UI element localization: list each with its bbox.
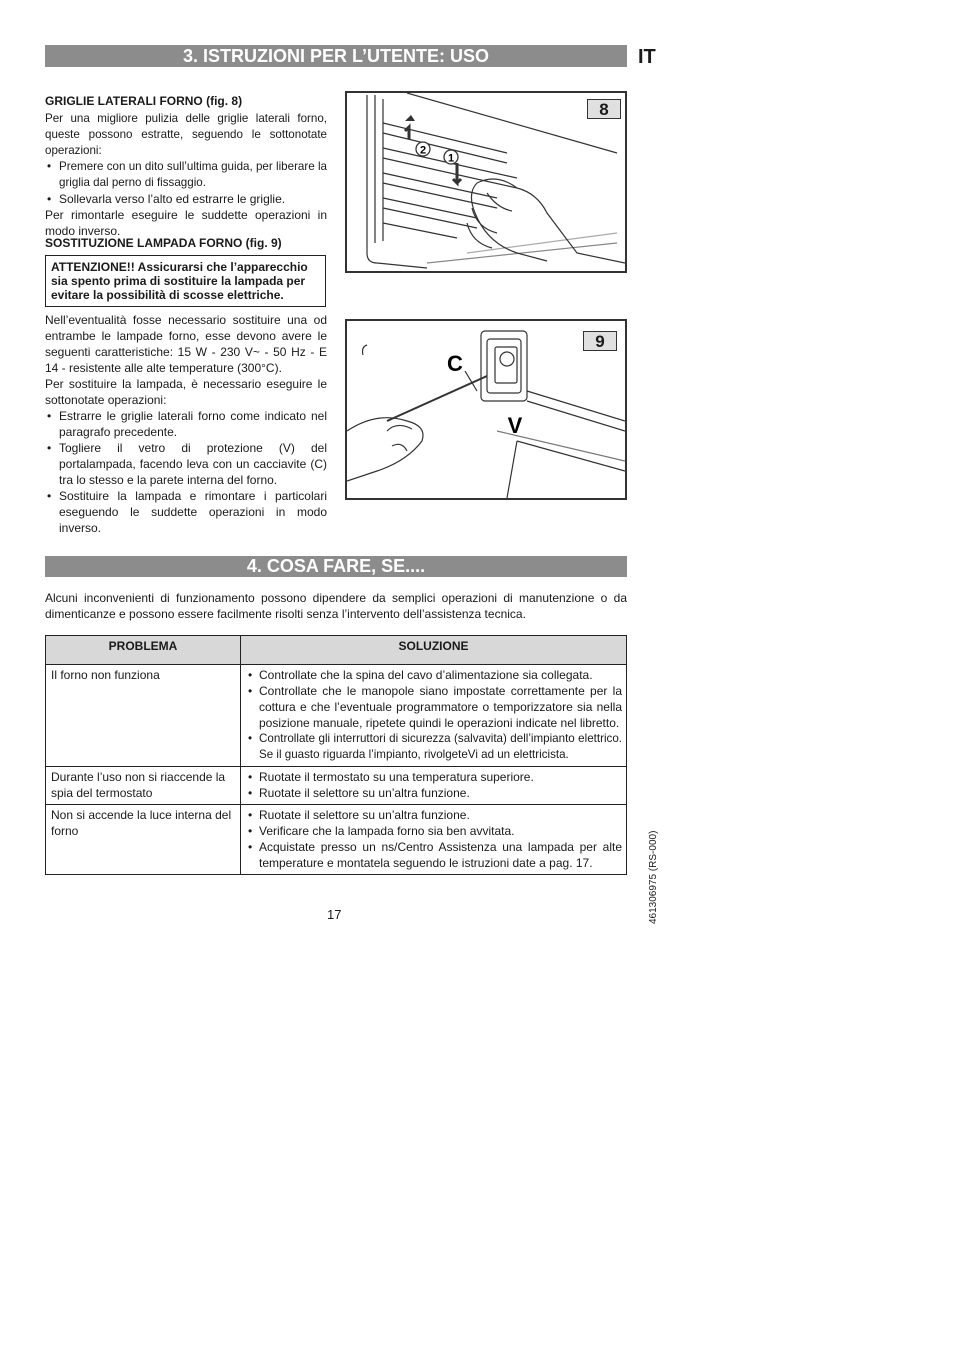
solution-item: • Controllate che le manopole siano impostate correttamente per la cottura e che l’eventuale programmatore o temporizzatore sia nella posizione manuale, ripetete quindi le operazioni indicate nel libretto.: [246, 683, 622, 731]
troubleshooting-table: [45, 635, 627, 875]
griglie-steps: [45, 159, 327, 207]
figure-8-side-racks: [345, 91, 627, 273]
problem-cell: Durante l’uso non si riaccende la spia del termostato: [46, 767, 241, 805]
solution-item: • Acquistate presso un ns/Centro Assistenza una lampada per alte temperature e montatela seguendo le istruzioni date a pag. 17.: [246, 839, 622, 871]
lampada-step: • Togliere il vetro di protezione (V) del portalampada, facendo leva con un cacciavite (C) tra lo stesso e la parete interna del forno.: [45, 440, 327, 488]
table-row: [46, 805, 627, 875]
lampada-section: [45, 312, 327, 536]
table-row: [46, 665, 627, 767]
step-2-label: 2: [419, 144, 427, 157]
figure-8-number: 8: [587, 99, 621, 119]
griglie-outro: Per rimontarle eseguire le suddette operazioni in modo inverso.: [45, 208, 327, 238]
griglie-intro: Per una migliore pulizia delle griglie laterali forno, queste possono estratte, seguendo le sottonotate operazioni:: [45, 112, 327, 157]
column-header-soluzione: SOLUZIONE: [241, 636, 627, 665]
step-1-label: 1: [447, 152, 455, 165]
label-v: V: [507, 413, 523, 438]
griglie-step: • Premere con un dito sull’ultima guida, per liberare la griglia dal perno di fissaggio.: [45, 159, 327, 191]
column-header-problema: PROBLEMA: [46, 636, 241, 665]
griglie-section: [45, 93, 327, 239]
griglie-heading: GRIGLIE LATERALI FORNO (fig. 8): [45, 94, 243, 108]
lampada-step: • Estrarre le griglie laterali forno come indicato nel paragrafo precedente.: [45, 408, 327, 440]
table-header-row: [46, 636, 627, 665]
griglie-step: • Sollevarla verso l’alto ed estrarre le griglie.: [45, 191, 327, 207]
solution-item: • Ruotate il termostato su una temperatura superiore.: [246, 769, 622, 785]
lampada-procedure-intro: Per sostituire la lampada, è necessario eseguire le sottonotate operazioni:: [45, 377, 327, 407]
solution-cell: [241, 767, 627, 805]
language-tag: IT: [638, 46, 656, 68]
page-number: 17: [327, 907, 342, 922]
oven-rack-illustration: [347, 93, 625, 271]
table-row: [46, 767, 627, 805]
solution-item: • Controllate che la spina del cavo d’alimentazione sia collegata.: [246, 667, 622, 683]
problem-cell: Il forno non funziona: [46, 665, 241, 767]
lampada-steps: [45, 408, 327, 536]
solution-item: • Ruotate il selettore su un’altra funzione.: [246, 785, 622, 801]
label-c: C: [447, 351, 463, 376]
lampada-specs: Nell’eventualità fosse necessario sostituire una od entrambe le lampade forno, esse devono avere le seguenti caratteristiche: 15 W - 230 V~ - 50 Hz - E 14 - resistente alle alte temperature (300°C).: [45, 313, 327, 375]
lampada-heading-wrap: [45, 235, 327, 253]
solution-item: • Verificare che la lampada forno sia ben avvitata.: [246, 823, 622, 839]
warning-box: ATTENZIONE!! Assicurarsi che l’apparecchio sia spento prima di sostituire la lampada per evitare la possibilità di scosse elettriche.: [45, 255, 326, 307]
lampada-step: • Sostituire la lampada e rimontare i particolari eseguendo le suddette operazioni in modo inverso.: [45, 488, 327, 536]
solution-cell: [241, 805, 627, 875]
solution-item: • Controllate gli interruttori di sicurezza (salvavita) dell’impianto elettrico. Se il guasto riguarda l’impianto, rivolgeteVi ad un elettricista.: [246, 731, 622, 763]
solution-cell: [241, 665, 627, 767]
section-title-uso: 3. ISTRUZIONI PER L’UTENTE: USO: [45, 45, 627, 67]
document-code: 461306975 (RS-000): [648, 830, 659, 924]
figure-9-number: 9: [583, 331, 617, 351]
section-title-cosa-fare: 4. COSA FARE, SE....: [45, 556, 627, 577]
problem-cell: Non si accende la luce interna del forno: [46, 805, 241, 875]
troubleshooting-intro: Alcuni inconvenienti di funzionamento possono dipendere da semplici operazioni di manutenzione o da dimenticanze e possono essere facilmente risolti senza l’intervento dell’assistenza tecnica.: [45, 591, 627, 621]
solution-item: • Ruotate il selettore su un’altra funzione.: [246, 807, 622, 823]
lampada-heading: SOSTITUZIONE LAMPADA FORNO (fig. 9): [45, 236, 282, 250]
figure-9-lamp: [345, 319, 627, 500]
